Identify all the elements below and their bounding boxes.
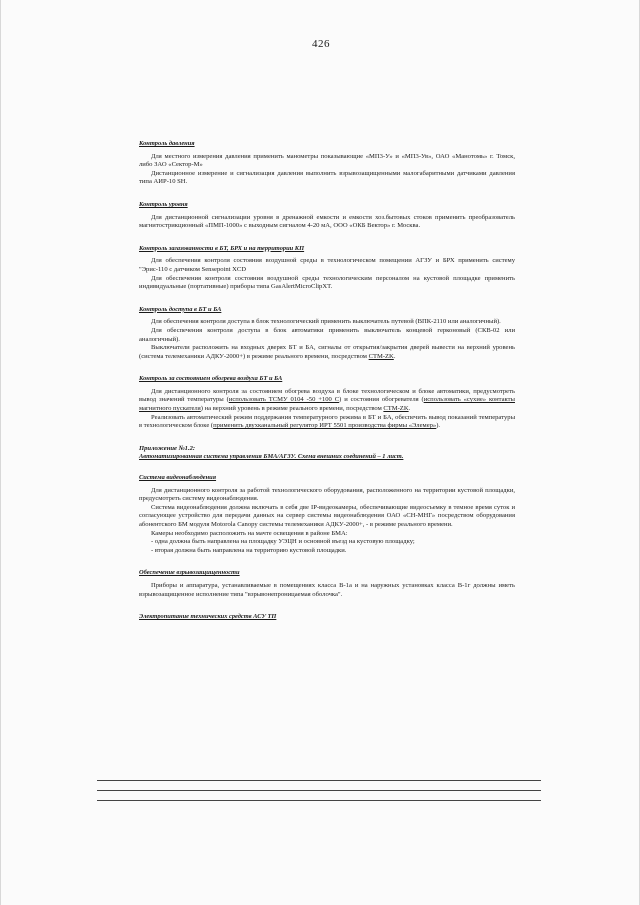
paragraph: Система видеонаблюдения должна включать в себя две IP-видеокамеры, обеспечивающие видеосъемку в темное время суток и согласующее устройство для передачи данных на сервер системы видеонаблюдения ОАО «СН-МНГ» посредством оборудования абонентского БМ модуля Motorola Canopy системы телемеханики АДКУ-2000+, - в режиме реального времени. (139, 503, 515, 528)
text-run: Реализовать автоматический режим поддержания температурного режима в БТ и БА, обеспечить вывод показаний температуры в технологическом блоке ( (139, 413, 515, 430)
section-pressure (139, 140, 515, 187)
section-access (139, 306, 515, 362)
heading-supply: Электропитание технических средств АСУ ТП (139, 613, 277, 621)
text-run: . (393, 352, 396, 360)
section-video (139, 474, 515, 555)
paragraph (139, 414, 515, 431)
underlined-text: СТМ-ZK (383, 405, 409, 413)
heading-pressure: Контроль давления (139, 140, 195, 147)
underlined-text: СТМ-ZK (368, 352, 394, 360)
section-supply (139, 613, 515, 622)
paragraph: Приборы и аппаратура, устанавливаемые в помещениях класса В-1а и на наружных установках класса В-1г должны иметь взрывозащищенное исполнение типа "взрывонепроницаемая оболочка". (139, 581, 515, 598)
page-number: 426 (312, 38, 330, 50)
paragraph: Для обеспечения контроля доступа в блок технологический применить выключатель путевой (ВПК-2110 или аналогичный). (151, 318, 501, 326)
section-explosion (139, 569, 515, 599)
section-appendix (139, 445, 515, 462)
heading-video: Система видеонаблюдения (139, 474, 217, 482)
paragraph (139, 344, 515, 361)
underlined-text: применить двухканальный регулятор ИРТ 5501 производства фирмы «Элемер» (213, 422, 437, 430)
paragraph: Для обеспечения контроля состояния воздушной среды в технологическом помещении АГЗУ и БРХ применить систему "Эрис-110 с датчиком Sensepoint XCD (139, 257, 515, 273)
text-run: Выключатели расположить на входных дверях БТ и БА, сигналы от открытия/закрытия дверей вывести на верхний уровень (система телемеханики АДКУ-2000+) в режиме реального времени, посредством (139, 344, 515, 360)
divider (97, 790, 541, 791)
document-body (139, 140, 515, 626)
heading-heating: Контроль за состоянием обогрева воздуха БТ и БА (139, 375, 283, 383)
paragraph: Дистанционное измерение и сигнализация давления выполнить взрывозащищенными малогабаритными датчиками давления типа АИР-10 SH. (139, 169, 515, 186)
text-run: ). (436, 422, 441, 430)
section-level (139, 201, 515, 231)
heading-gas: Контроль загазованности в БТ, БРХ и на территории КП (139, 244, 305, 252)
underlined-text: использовать «сухие» контакты магнитного пускателя (139, 396, 515, 413)
divider (97, 780, 541, 781)
footer-rules (97, 780, 541, 810)
text-run: Для дистанционного контроля за состоянием обогрева воздуха в блоке технологическом и блоке автоматики, предусмотреть вывод значений температуры ( (139, 387, 515, 404)
paragraph: Для обеспечения контроля состояния воздушной среды технологическим персоналом на кустовой площадке применить индивидуальные (портативные) приборы типа GasAlertMicroClipXT. (139, 274, 515, 291)
divider (97, 800, 541, 801)
paragraph: Для дистанционной сигнализации уровня в дренажной емкости и емкости хоз.бытовых стоков применить преобразователь магнитострикционный «ПМП-1000» с выходным сигналом 4-20 мА, ООО «ОКБ Вектор» г. Москва. (139, 213, 515, 230)
appendix-label: Приложение №1.2: (139, 444, 196, 452)
paragraph (139, 388, 515, 414)
paragraph: Для дистанционного контроля за работой технологического оборудования, расположенного на территории кустовой площадки, предусмотреть систему видеонаблюдения. (139, 486, 515, 503)
section-gas (139, 245, 515, 292)
heading-access: Контроль доступа в БТ и БА (139, 305, 222, 313)
heading-level: Контроль уровня (139, 200, 188, 208)
list-item: - вторая должна быть направлена на территорию кустовой площадки. (151, 546, 347, 554)
heading-explosion: Обеспечение взрывозащищенности (139, 569, 240, 577)
paragraph: Для обеспечения контроля доступа в блок автоматики применить выключатель концевой герконовый (СКВ-02 или аналогичный). (139, 326, 515, 343)
paragraph: Камеры необходимо расположить на мачте освещения в районе БМА: (151, 529, 348, 537)
paragraph: Для местного измерения давления применить манометры показывающие «МП3-У» и «МП3-Ув», ОАО «Манотомь» г. Томск, либо ЗАО «Сектор-М» (139, 152, 515, 169)
text-run: ) на верхний уровень в режиме реального времени, посредством (200, 405, 384, 413)
appendix-title: Автоматизированная система управления БМА/АГЗУ. Схема внешних соединений – 1 лист. (139, 453, 404, 461)
section-heating (139, 375, 515, 431)
list-item: - одна должна быть направлена на площадку УЭЦН и основной въезд на кустовую площадку; (151, 538, 415, 546)
text-run: ) и состояния обогревателя ( (339, 396, 424, 404)
text-run: . (408, 405, 411, 413)
underlined-text: использовать ТСМУ 0104 -50 +100 С (228, 396, 340, 404)
